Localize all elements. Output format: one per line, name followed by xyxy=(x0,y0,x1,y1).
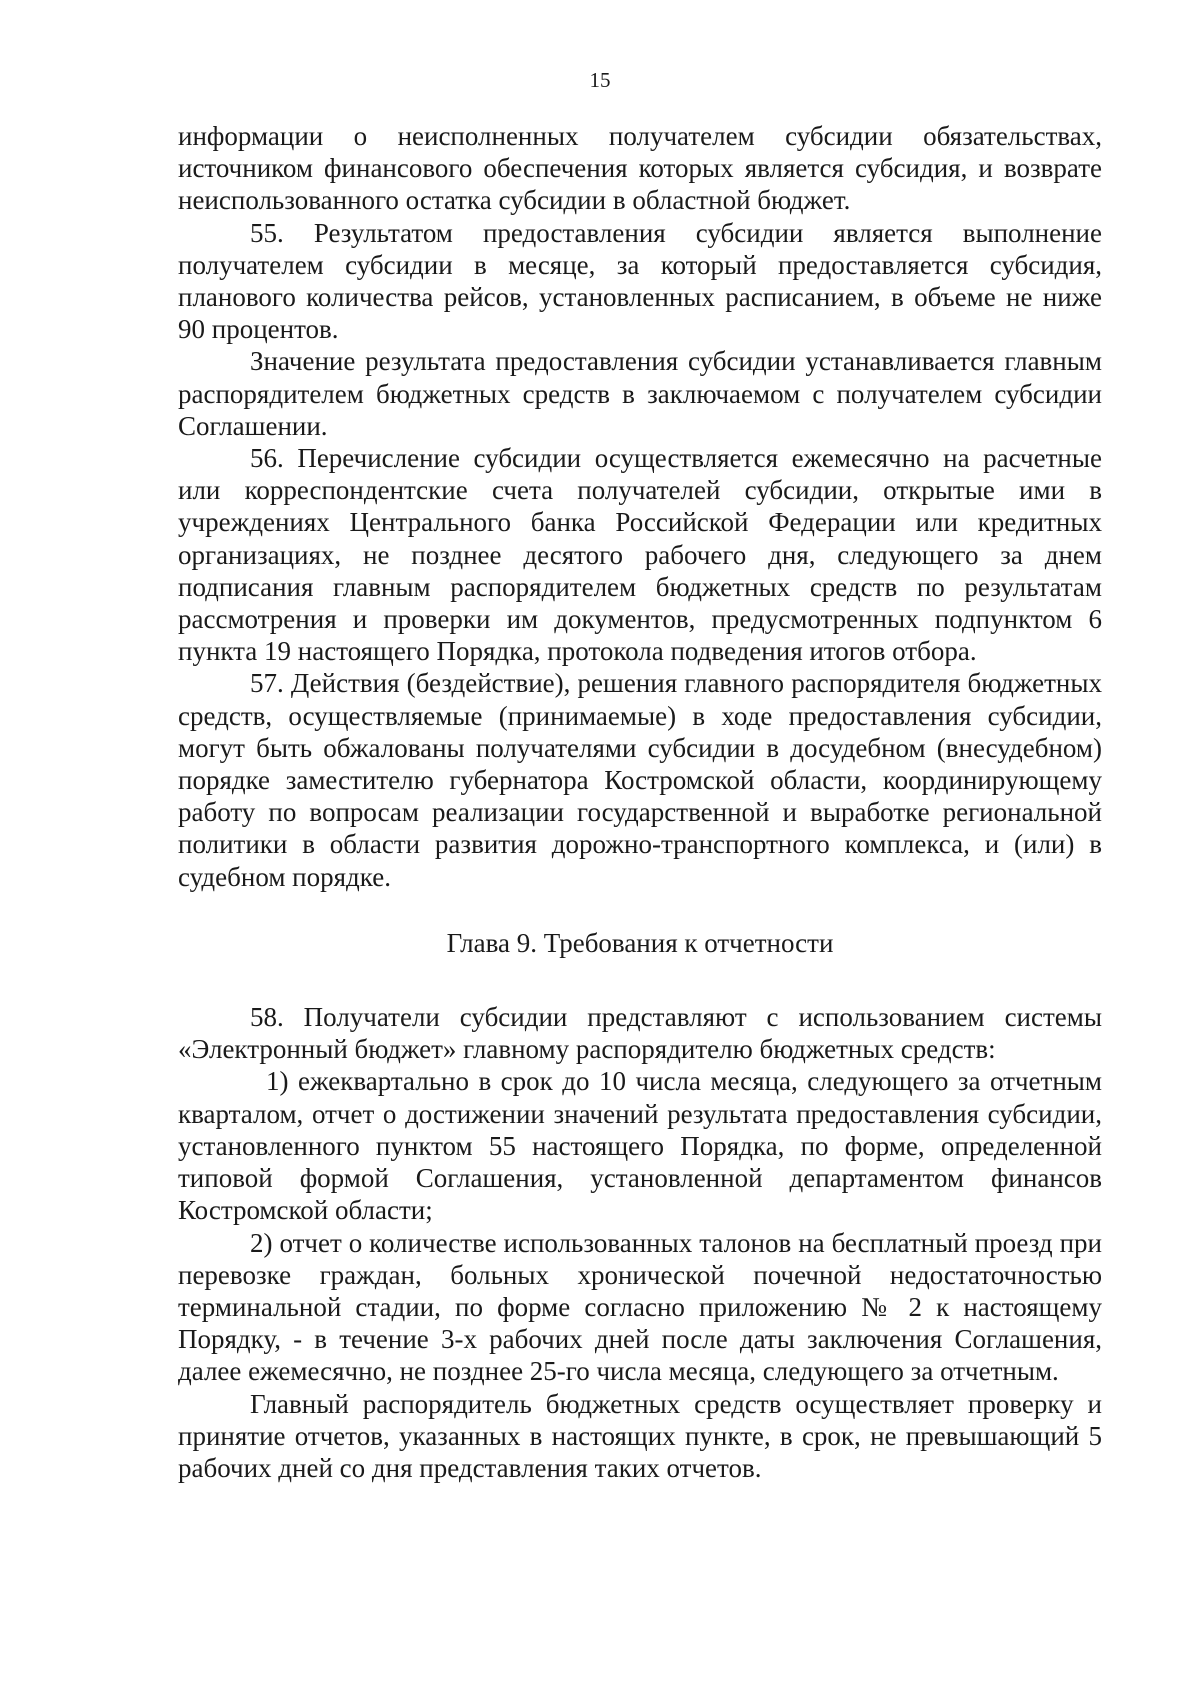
document-body xyxy=(178,120,1102,1484)
paragraph-57: 57. Действия (бездействие), решения главного распорядителя бюджетных средств, осуществляемые (принимаемые) в ходе предоставления субсидии, могут быть обжалованы получателями субсидии в досудебном (внесудебном) порядке заместителю губернатора Костромской области, координирующему работу по вопросам реализации государственной и выработке региональной политики в области развития дорожно-транспортного комплекса, и (или) в судебном порядке. xyxy=(178,668,1102,892)
paragraph-58-item-1: 1) ежеквартально в срок до 10 числа месяца, следующего за отчетным кварталом, отчет о достижении значений результата предоставления субсидии, установленного пунктом 55 настоящего Порядка, по форме, определенной типовой формой Соглашения, установленной департаментом финансов Костромской области; xyxy=(178,1066,1102,1226)
paragraph-55: 55. Результатом предоставления субсидии является выполнение получателем субсидии в месяце, за который предоставляется субсидия, планового количества рейсов, установленных расписанием, в объеме не ниже 90 процентов. xyxy=(178,217,1102,345)
paragraph-58: 58. Получатели субсидии представляют с использованием системы «Электронный бюджет» главному распорядителю бюджетных средств: xyxy=(178,1002,1102,1065)
paragraph-continuation: информации о неисполненных получателем субсидии обязательствах, источником финансового обеспечения которых является субсидия, и возврате неиспользованного остатка субсидии в областной бюджет. xyxy=(178,121,1102,216)
page-number: 15 xyxy=(589,68,611,92)
paragraph-58-item-2: 2) отчет о количестве использованных талонов на бесплатный проезд при перевозке граждан, больных хронической почечной недостаточностью терминальной стадии, по форме согласно приложению № 2 к настоящему Порядку, - в течение 3-х рабочих дней после даты заключения Соглашения, далее ежемесячно, не позднее 25-го числа месяца, следующего за отчетным. xyxy=(178,1227,1102,1387)
paragraph-56: 56. Перечисление субсидии осуществляется ежемесячно на расчетные или корреспондентские счета получателей субсидии, открытые ими в учреждениях Центрального банка Российской Федерации или кредитных организациях, не позднее десятого рабочего дня, следующего за днем подписания главным распорядителем бюджетных средств по результатам рассмотрения и проверки им документов, предусмотренных подпунктом 6 пункта 19 настоящего Порядка, протокола подведения итогов отбора. xyxy=(178,443,1102,667)
chapter-title: Глава 9. Требования к отчетности xyxy=(446,927,834,958)
paragraph-result-value: Значение результата предоставления субсидии устанавливается главным распорядителем бюджетных средств в заключаемом с получателем субсидии Соглашении. xyxy=(178,346,1102,441)
paragraph-verification: Главный распорядитель бюджетных средств осуществляет проверку и принятие отчетов, указанных в настоящих пункте, в срок, не превышающий 5 рабочих дней со дня представления таких отчетов. xyxy=(178,1388,1102,1483)
